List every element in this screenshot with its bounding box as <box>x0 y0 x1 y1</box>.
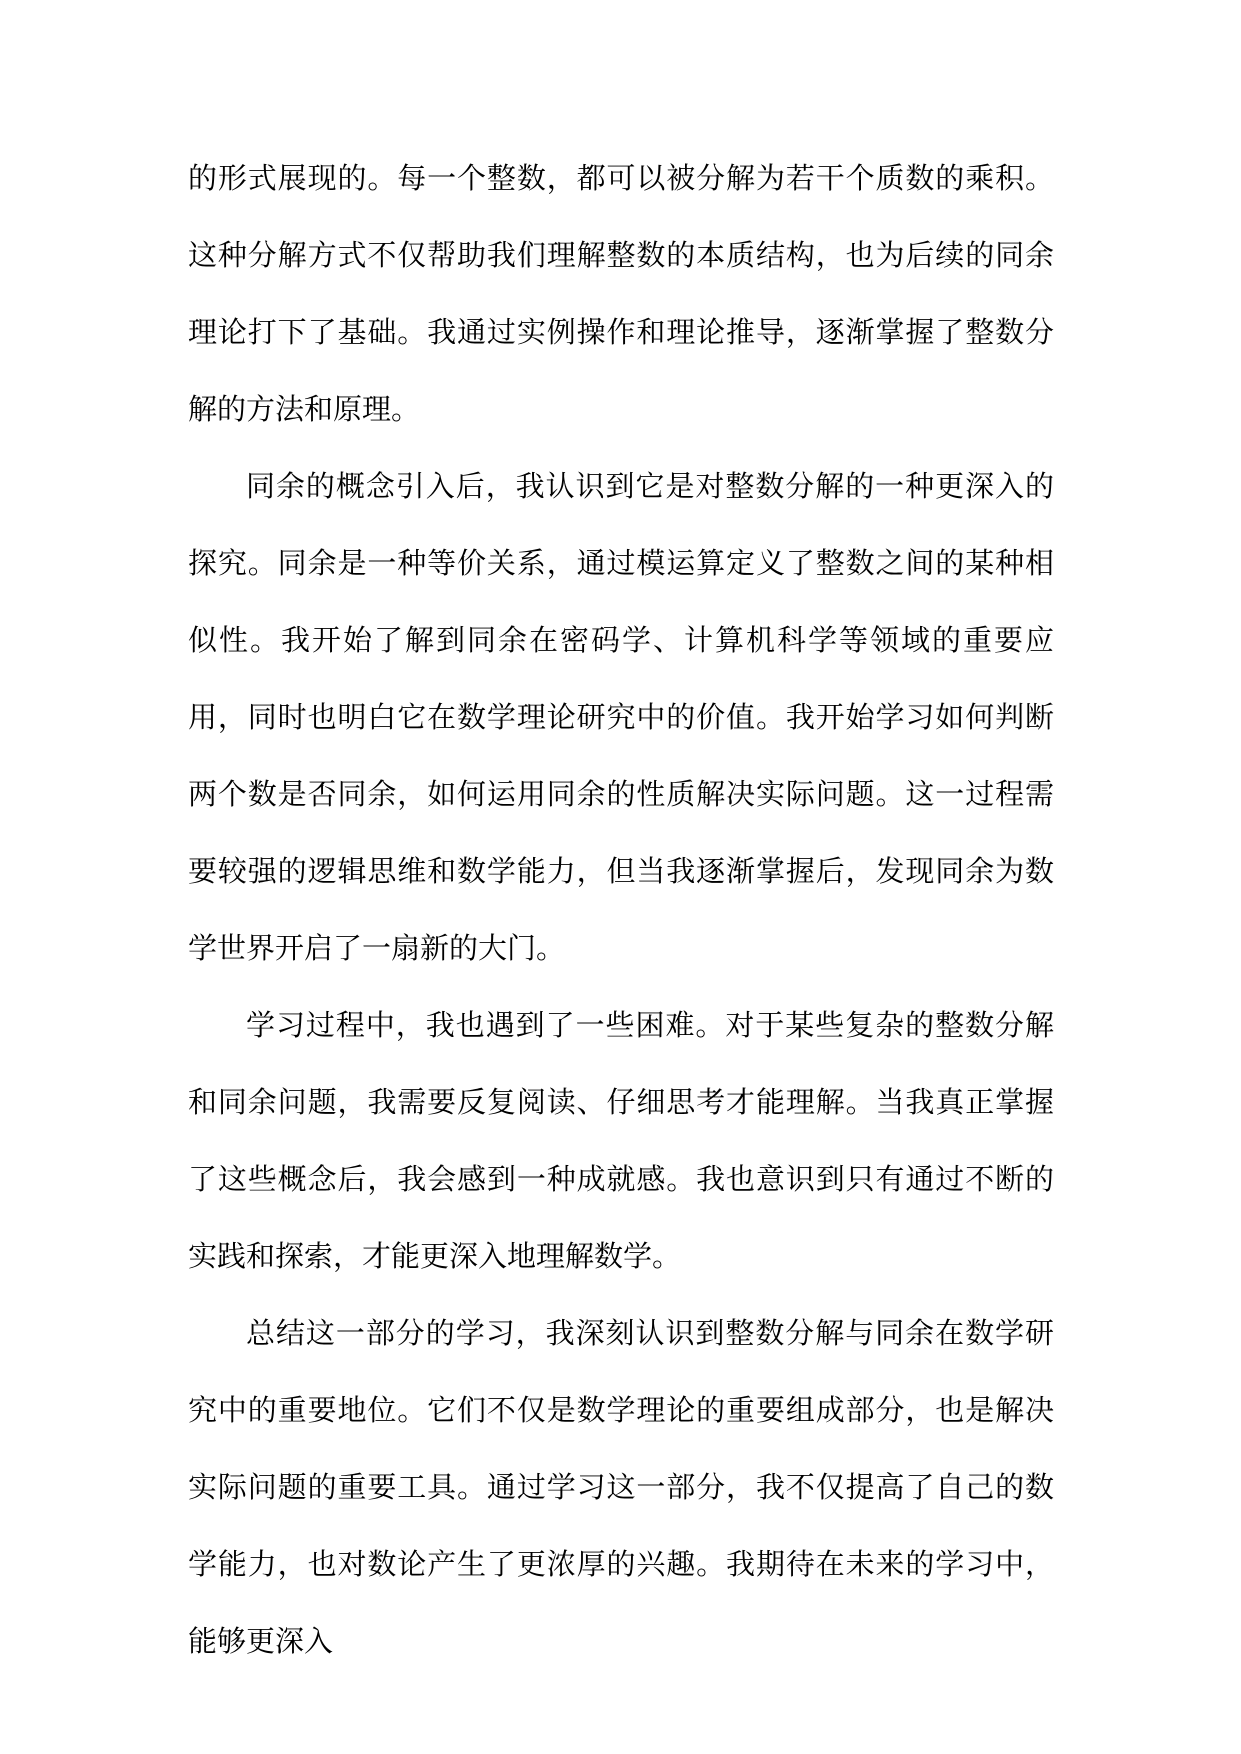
paragraph-summary: 总结这一部分的学习，我深刻认识到整数分解与同余在数学研究中的重要地位。它们不仅是数学理论的重要组成部分，也是解决实际问题的重要工具。通过学习这一部分，我不仅提高了自己的数学能力，也对数论产生了更浓厚的兴趣。我期待在未来的学习中，能够更深入 <box>188 1316 1054 1658</box>
paragraph-congruence-concept: 同余的概念引入后，我认识到它是对整数分解的一种更深入的探究。同余是一种等价关系，通过模运算定义了整数之间的某种相似性。我开始了解到同余在密码学、计算机科学等领域的重要应用，同时也明白它在数学理论研究中的价值。我开始学习如何判断两个数是否同余，如何运用同余的性质解决实际问题。这一过程需要较强的逻辑思维和数学能力，但当我逐渐掌握后，发现同余为数学世界开启了一扇新的大门。 <box>188 469 1054 965</box>
body-text <box>188 140 1054 1680</box>
paragraph-difficulties: 学习过程中，我也遇到了一些困难。对于某些复杂的整数分解和同余问题，我需要反复阅读、仔细思考才能理解。当我真正掌握了这些概念后，我会感到一种成就感。我也意识到只有通过不断的实践和探索，才能更深入地理解数学。 <box>188 1008 1054 1273</box>
paragraph-continued: 的形式展现的。每一个整数，都可以被分解为若干个质数的乘积。这种分解方式不仅帮助我们理解整数的本质结构，也为后续的同余理论打下了基础。我通过实例操作和理论推导，逐渐掌握了整数分解的方法和原理。 <box>188 161 1054 426</box>
